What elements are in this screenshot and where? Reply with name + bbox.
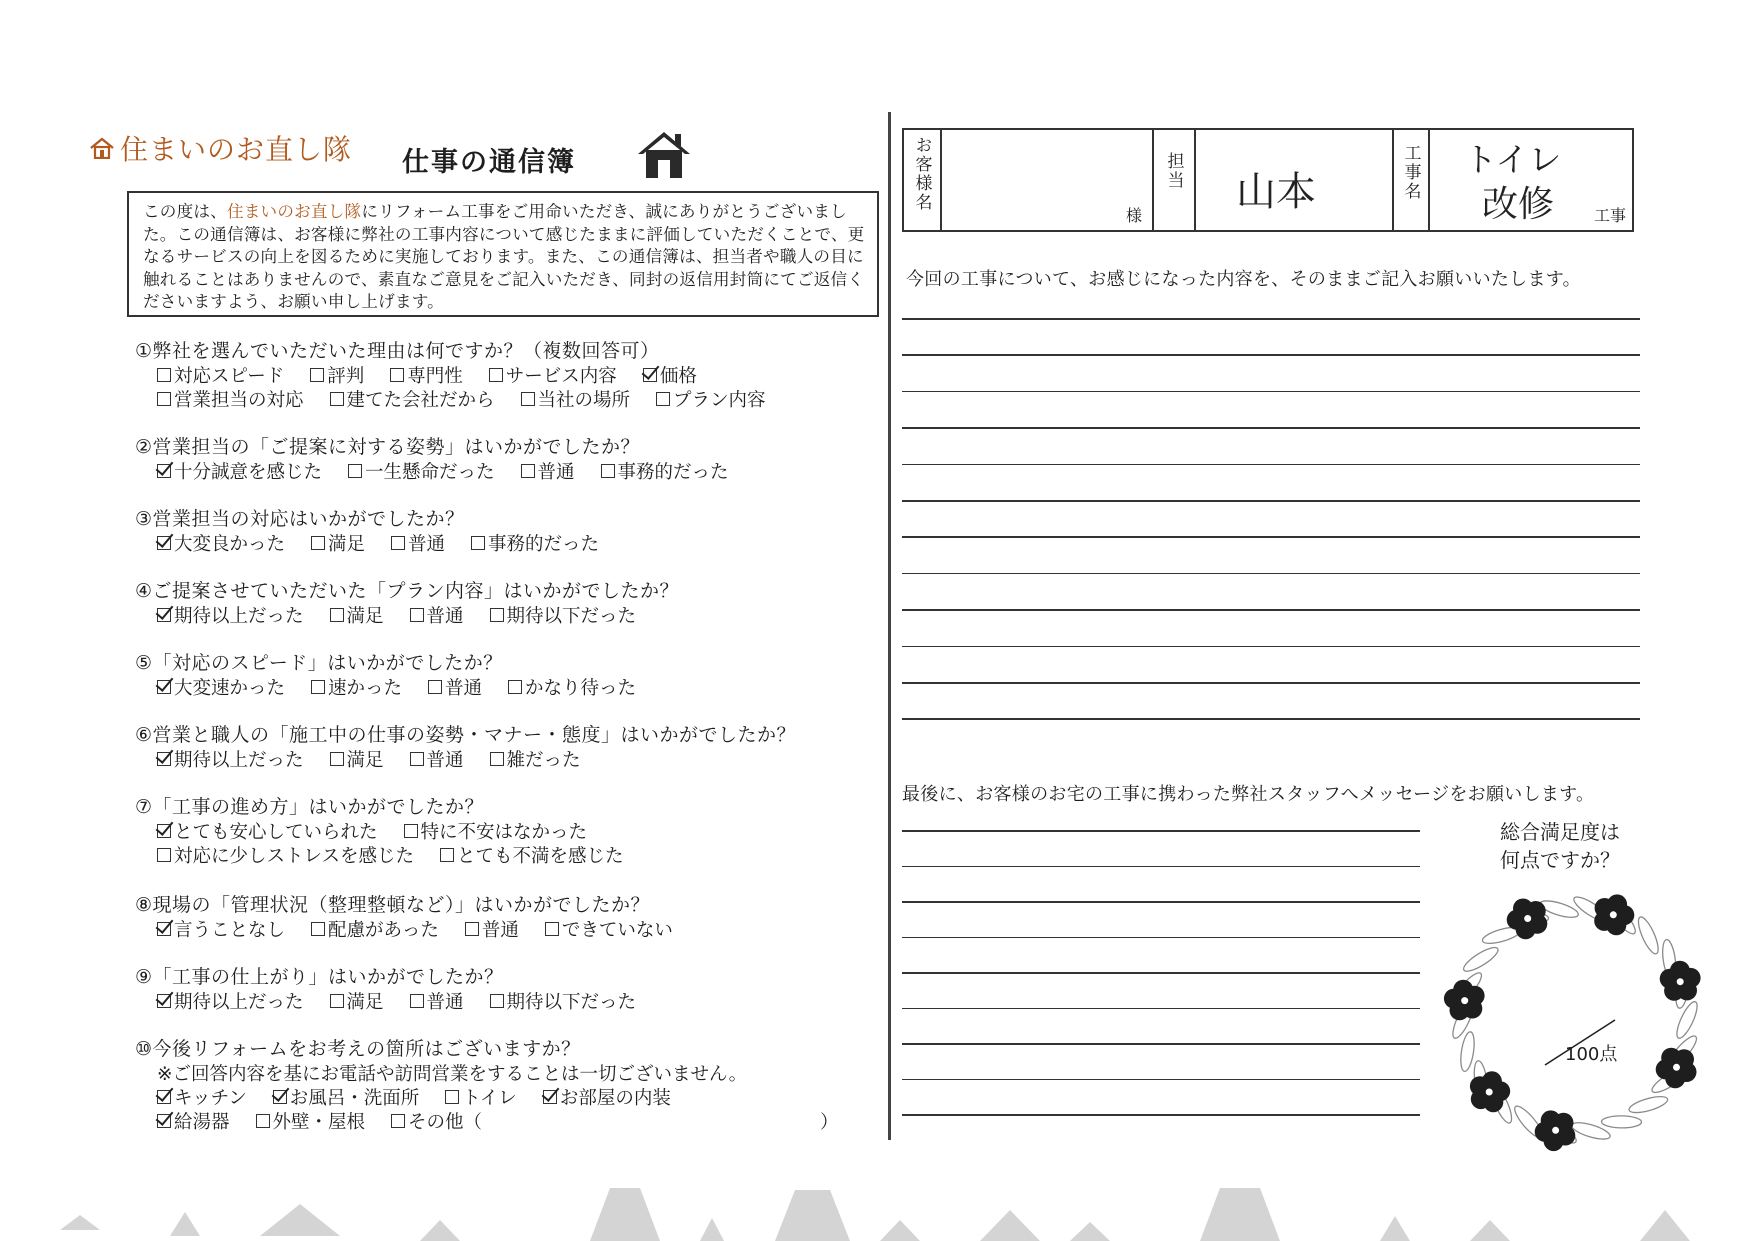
checkbox-icon[interactable] xyxy=(391,536,405,550)
wreath-leaf xyxy=(1601,1116,1641,1128)
flower xyxy=(1535,1110,1576,1151)
checkbox-icon[interactable] xyxy=(348,464,362,478)
question-note: ※ご回答内容を基にお電話や訪問営業をすることは一切ございません。 xyxy=(157,1064,748,1085)
option-label: 対応スピード xyxy=(174,366,285,387)
checkbox-icon[interactable] xyxy=(404,824,418,838)
option-row xyxy=(157,458,755,484)
option-label: 期待以下だった xyxy=(506,606,637,627)
flower xyxy=(1507,899,1548,940)
customer-suffix: 様 xyxy=(1125,206,1142,225)
option-label: かなり待った xyxy=(525,678,637,699)
option-checkbox[interactable] xyxy=(428,674,482,700)
message-prompt: 最後に、お客様のお宅の工事に携わった弊社スタッフへメッセージをお願いします。 xyxy=(902,784,1595,805)
option-checkbox[interactable] xyxy=(490,988,637,1014)
option-label: トイレ xyxy=(462,1088,517,1109)
work-label-cell xyxy=(1394,130,1430,230)
message-line[interactable] xyxy=(902,830,1420,832)
option-checkbox[interactable] xyxy=(348,458,495,484)
option-checkbox[interactable] xyxy=(157,530,285,556)
checkbox-icon[interactable] xyxy=(157,392,171,406)
checkbox-icon[interactable] xyxy=(521,464,535,478)
checkbox-icon[interactable] xyxy=(601,464,615,478)
option-checkbox[interactable] xyxy=(543,1084,671,1110)
comment-line[interactable] xyxy=(902,318,1640,320)
question-title: ⑤「対応のスピード」はいかがでしたか？ xyxy=(135,652,503,674)
checkbox-icon[interactable] xyxy=(471,536,485,550)
checkbox-icon[interactable] xyxy=(311,680,325,694)
checkbox-icon[interactable] xyxy=(428,680,442,694)
option-checkbox[interactable] xyxy=(508,674,636,700)
option-label: 特に不安はなかった xyxy=(420,822,588,843)
option-checkbox[interactable] xyxy=(273,1084,420,1110)
message-line[interactable] xyxy=(902,937,1420,939)
option-row xyxy=(157,818,613,844)
option-row xyxy=(157,602,662,628)
option-label: 普通 xyxy=(537,462,575,483)
option-label: 期待以上だった xyxy=(174,606,304,627)
intro-text xyxy=(143,201,867,314)
option-checkbox[interactable] xyxy=(545,916,673,942)
option-checkbox[interactable] xyxy=(490,746,581,772)
wreath-leaf xyxy=(1635,915,1662,956)
option-checkbox[interactable] xyxy=(445,1084,517,1110)
option-label: 配慮があった xyxy=(328,920,439,941)
checkbox-icon[interactable] xyxy=(440,848,454,862)
brand-house-icon xyxy=(90,137,114,159)
header-table xyxy=(902,128,1634,232)
checked-box-icon[interactable] xyxy=(543,1090,557,1104)
comment-line[interactable] xyxy=(902,718,1640,720)
option-checkbox[interactable] xyxy=(157,818,378,844)
other-close-paren: ） xyxy=(820,1112,839,1133)
option-label: 大変良かった xyxy=(174,534,286,555)
question-title: ①弊社を選んでいただいた理由は何ですか？（複数回答可） xyxy=(135,340,660,362)
checkbox-icon[interactable] xyxy=(489,368,503,382)
option-checkbox[interactable] xyxy=(157,362,284,388)
option-checkbox[interactable] xyxy=(330,746,384,772)
staff-label: 担当 xyxy=(1163,152,1184,190)
option-row xyxy=(157,386,792,412)
option-checkbox[interactable] xyxy=(157,674,285,700)
option-checkbox[interactable] xyxy=(157,1084,247,1110)
checkbox-icon[interactable] xyxy=(445,1090,459,1104)
option-checkbox[interactable] xyxy=(440,842,624,868)
option-row xyxy=(157,916,699,942)
option-checkbox[interactable] xyxy=(330,988,384,1014)
message-line[interactable] xyxy=(902,1008,1420,1010)
message-line[interactable] xyxy=(902,972,1420,974)
option-checkbox[interactable] xyxy=(410,988,464,1014)
checkbox-icon[interactable] xyxy=(391,1114,405,1128)
option-label: 建てた会社だから xyxy=(346,390,495,411)
option-label: 評判 xyxy=(327,366,365,387)
option-checkbox[interactable] xyxy=(656,386,766,412)
option-row xyxy=(157,988,662,1014)
staff-name-cell[interactable] xyxy=(1196,130,1394,230)
checkbox-icon[interactable] xyxy=(508,680,522,694)
checked-box-icon[interactable] xyxy=(273,1090,287,1104)
satisfaction-line1: 総合満足度は xyxy=(1500,820,1620,844)
option-checkbox[interactable] xyxy=(391,1108,482,1134)
option-label: 当社の場所 xyxy=(537,390,631,411)
checked-box-icon[interactable] xyxy=(157,824,171,838)
option-checkbox[interactable] xyxy=(157,842,414,868)
comment-line[interactable] xyxy=(902,573,1640,575)
checkbox-icon[interactable] xyxy=(490,608,504,622)
option-checkbox[interactable] xyxy=(157,746,304,772)
option-label: お部屋の内装 xyxy=(559,1088,671,1109)
flower xyxy=(1660,961,1701,1001)
option-row xyxy=(157,1084,697,1110)
checked-box-icon[interactable] xyxy=(157,1114,171,1128)
landscape-decoration xyxy=(0,1160,1755,1241)
message-line[interactable] xyxy=(902,1043,1420,1045)
option-label: 専門性 xyxy=(407,366,463,387)
checked-box-icon[interactable] xyxy=(157,1090,171,1104)
option-checkbox[interactable] xyxy=(471,530,599,556)
comment-line[interactable] xyxy=(902,464,1640,466)
option-checkbox[interactable] xyxy=(256,1108,366,1134)
question-title: ②営業担当の「ご提案に対する姿勢」はいかがでしたか？ xyxy=(135,436,641,458)
question-title: ⑦「工事の進め方」はいかがでしたか？ xyxy=(135,796,485,818)
option-label: 外壁・屋根 xyxy=(272,1112,366,1133)
option-label: 事務的だった xyxy=(617,462,729,483)
comment-line[interactable] xyxy=(902,609,1640,611)
brand-name: 住まいのお直し隊 xyxy=(120,133,353,166)
option-label: 事務的だった xyxy=(488,534,600,555)
option-checkbox[interactable] xyxy=(601,458,729,484)
option-checkbox[interactable] xyxy=(465,916,519,942)
checkbox-icon[interactable] xyxy=(656,392,670,406)
intro-body: にリフォーム工事をご用命いただき、誠にありがとうございました。この通信簿は、お客様に弊社の工事内容について感じたままに評価していただくことで、更なるサービスの向上を図るために実施しております。また、この通信簿は、担当者や職人の目に触れることはありませんので、素直なご意見をご記入いただき、同封の返信用封筒にてご返信くださいますよう、お願い申し上げます。 xyxy=(143,202,865,311)
option-label: 営業担当の対応 xyxy=(174,390,304,411)
option-label: 給湯器 xyxy=(174,1112,230,1133)
wreath-leaf xyxy=(1459,1031,1477,1072)
option-checkbox[interactable] xyxy=(311,530,365,556)
option-label: 普通 xyxy=(426,992,464,1013)
option-checkbox[interactable] xyxy=(490,602,637,628)
option-row xyxy=(157,674,662,700)
option-checkbox[interactable] xyxy=(157,988,304,1014)
work-suffix: 工事 xyxy=(1593,206,1626,225)
option-label: 速かった xyxy=(328,678,403,699)
option-label: 満足 xyxy=(328,534,366,555)
option-label: サービス内容 xyxy=(505,366,617,387)
work-name-line2: 改修 xyxy=(1482,184,1555,225)
question-title: ④ご提案させていただいた「プラン内容」はいかがでしたか？ xyxy=(135,580,680,602)
option-checkbox[interactable] xyxy=(390,362,463,388)
checkbox-icon[interactable] xyxy=(310,368,324,382)
message-line[interactable] xyxy=(902,901,1420,903)
option-label: 満足 xyxy=(346,750,384,771)
checkbox-icon[interactable] xyxy=(410,994,424,1008)
option-label: 満足 xyxy=(346,606,384,627)
option-row xyxy=(157,362,723,388)
brand-logo xyxy=(90,128,352,168)
option-checkbox[interactable] xyxy=(157,916,285,942)
checked-box-icon[interactable] xyxy=(157,680,171,694)
question-title: ⑧現場の「管理状況（整理整頓など）」はいかがでしたか？ xyxy=(135,894,651,916)
checkbox-icon[interactable] xyxy=(390,368,404,382)
option-checkbox[interactable] xyxy=(157,602,304,628)
option-checkbox[interactable] xyxy=(330,602,384,628)
message-line[interactable] xyxy=(902,1114,1420,1116)
checkbox-icon[interactable] xyxy=(330,752,344,766)
question-title: ⑨「工事の仕上がり」はいかがでしたか？ xyxy=(135,966,504,988)
checked-box-icon[interactable] xyxy=(157,922,171,936)
comment-prompt: 今回の工事について、お感じになった内容を、そのままご記入お願いいたします。 xyxy=(906,269,1581,290)
checked-box-icon[interactable] xyxy=(157,536,171,550)
column-divider xyxy=(888,112,891,1140)
work-label: 工事名 xyxy=(1400,144,1421,201)
option-label: 対応に少しストレスを感じた xyxy=(174,846,414,867)
checkbox-icon[interactable] xyxy=(157,848,171,862)
intro-brand: 住まいのお直し隊 xyxy=(226,202,362,221)
option-label: できていない xyxy=(561,920,673,941)
option-label: 期待以上だった xyxy=(174,992,304,1013)
option-checkbox[interactable] xyxy=(157,386,304,412)
comment-line[interactable] xyxy=(902,646,1640,648)
option-checkbox[interactable] xyxy=(311,674,402,700)
option-checkbox[interactable] xyxy=(643,362,697,388)
checked-box-icon[interactable] xyxy=(643,368,657,382)
option-row xyxy=(157,530,625,556)
comment-line[interactable] xyxy=(902,536,1640,538)
page-title: 仕事の通信簿 xyxy=(402,147,576,178)
customer-label: お客様名 xyxy=(911,136,932,212)
option-checkbox[interactable] xyxy=(311,916,439,942)
checkbox-icon[interactable] xyxy=(311,536,325,550)
checkbox-icon[interactable] xyxy=(311,922,325,936)
flower-wreath-illustration xyxy=(1425,870,1725,1170)
option-label: 雑だった xyxy=(506,750,581,771)
satisfaction-score: 100点 xyxy=(1565,1044,1618,1065)
option-label: 普通 xyxy=(408,534,446,555)
flower xyxy=(1594,894,1634,935)
checked-box-icon[interactable] xyxy=(157,608,171,622)
flower xyxy=(1470,1071,1510,1112)
option-label: 大変速かった xyxy=(174,678,286,699)
satisfaction-line2: 何点ですか？ xyxy=(1500,848,1620,872)
option-label: お風呂・洗面所 xyxy=(289,1088,420,1109)
option-label: 言うことなし xyxy=(174,920,286,941)
question-title: ③営業担当の対応はいかがでしたか？ xyxy=(135,508,465,530)
comment-line[interactable] xyxy=(902,354,1640,356)
option-checkbox[interactable] xyxy=(489,362,617,388)
work-name-line1: トイレ xyxy=(1464,140,1562,179)
option-label: 普通 xyxy=(481,920,519,941)
question-title: ⑥営業と職人の「施工中の仕事の姿勢・マナー・態度」はいかがでしたか？ xyxy=(135,724,797,746)
option-checkbox[interactable] xyxy=(391,530,445,556)
checked-box-icon[interactable] xyxy=(157,752,171,766)
checkbox-icon[interactable] xyxy=(465,922,479,936)
checkbox-icon[interactable] xyxy=(521,392,535,406)
option-label: 満足 xyxy=(346,992,384,1013)
wreath-flowers xyxy=(1444,894,1701,1151)
option-checkbox[interactable] xyxy=(330,386,495,412)
checkbox-icon[interactable] xyxy=(157,368,171,382)
customer-label-cell xyxy=(904,130,942,230)
option-label: とても安心していられた xyxy=(174,822,378,843)
checkbox-icon[interactable] xyxy=(410,752,424,766)
option-label: キッチン xyxy=(174,1088,247,1109)
option-checkbox[interactable] xyxy=(404,818,588,844)
checkbox-icon[interactable] xyxy=(330,994,344,1008)
option-label: 普通 xyxy=(426,606,464,627)
comment-line[interactable] xyxy=(902,682,1640,684)
staff-label-cell xyxy=(1154,130,1196,230)
comment-line[interactable] xyxy=(902,500,1640,502)
checkbox-icon[interactable] xyxy=(490,752,504,766)
option-row xyxy=(157,842,649,868)
option-checkbox[interactable] xyxy=(410,602,464,628)
checked-box-icon[interactable] xyxy=(157,994,171,1008)
checkbox-icon[interactable] xyxy=(545,922,559,936)
comment-line[interactable] xyxy=(902,391,1640,393)
comment-line[interactable] xyxy=(902,427,1640,429)
option-label: 十分誠意を感じた xyxy=(174,462,323,483)
option-label: その他（ xyxy=(408,1112,483,1133)
message-line[interactable] xyxy=(902,866,1420,868)
intro-lead: この度は、 xyxy=(143,202,227,221)
customer-name-cell[interactable] xyxy=(942,130,1154,230)
satisfaction-question xyxy=(1490,818,1630,874)
work-name-cell[interactable] xyxy=(1430,130,1632,230)
option-label: 一生懸命だった xyxy=(365,462,495,483)
checkbox-icon[interactable] xyxy=(330,608,344,622)
option-label: とても不満を感じた xyxy=(456,846,624,867)
question-title: ⑩今後リフォームをお考えの箇所はございますか？ xyxy=(135,1038,581,1060)
flower xyxy=(1656,1048,1697,1089)
option-checkbox[interactable] xyxy=(157,458,322,484)
option-label: 期待以上だった xyxy=(174,750,304,771)
wreath-leaf xyxy=(1627,1093,1669,1116)
flower xyxy=(1444,980,1485,1021)
checkbox-icon[interactable] xyxy=(490,994,504,1008)
checkbox-icon[interactable] xyxy=(330,392,344,406)
checkbox-icon[interactable] xyxy=(410,608,424,622)
intro-box xyxy=(127,191,879,317)
message-line[interactable] xyxy=(902,1079,1420,1081)
option-checkbox[interactable] xyxy=(521,458,575,484)
option-label: 普通 xyxy=(426,750,464,771)
option-label: プラン内容 xyxy=(673,390,766,411)
staff-name: 山本 xyxy=(1236,169,1316,215)
option-label: 価格 xyxy=(659,366,697,387)
option-checkbox[interactable] xyxy=(521,386,631,412)
checkbox-icon[interactable] xyxy=(256,1114,270,1128)
wreath-leaf xyxy=(1461,944,1501,976)
option-row xyxy=(157,1108,508,1134)
option-checkbox[interactable] xyxy=(157,1108,230,1134)
option-checkbox[interactable] xyxy=(310,362,364,388)
option-row xyxy=(157,746,607,772)
option-checkbox[interactable] xyxy=(410,746,464,772)
option-label: 普通 xyxy=(445,678,483,699)
house-icon xyxy=(636,128,692,180)
option-label: 期待以下だった xyxy=(506,992,637,1013)
checked-box-icon[interactable] xyxy=(157,464,171,478)
